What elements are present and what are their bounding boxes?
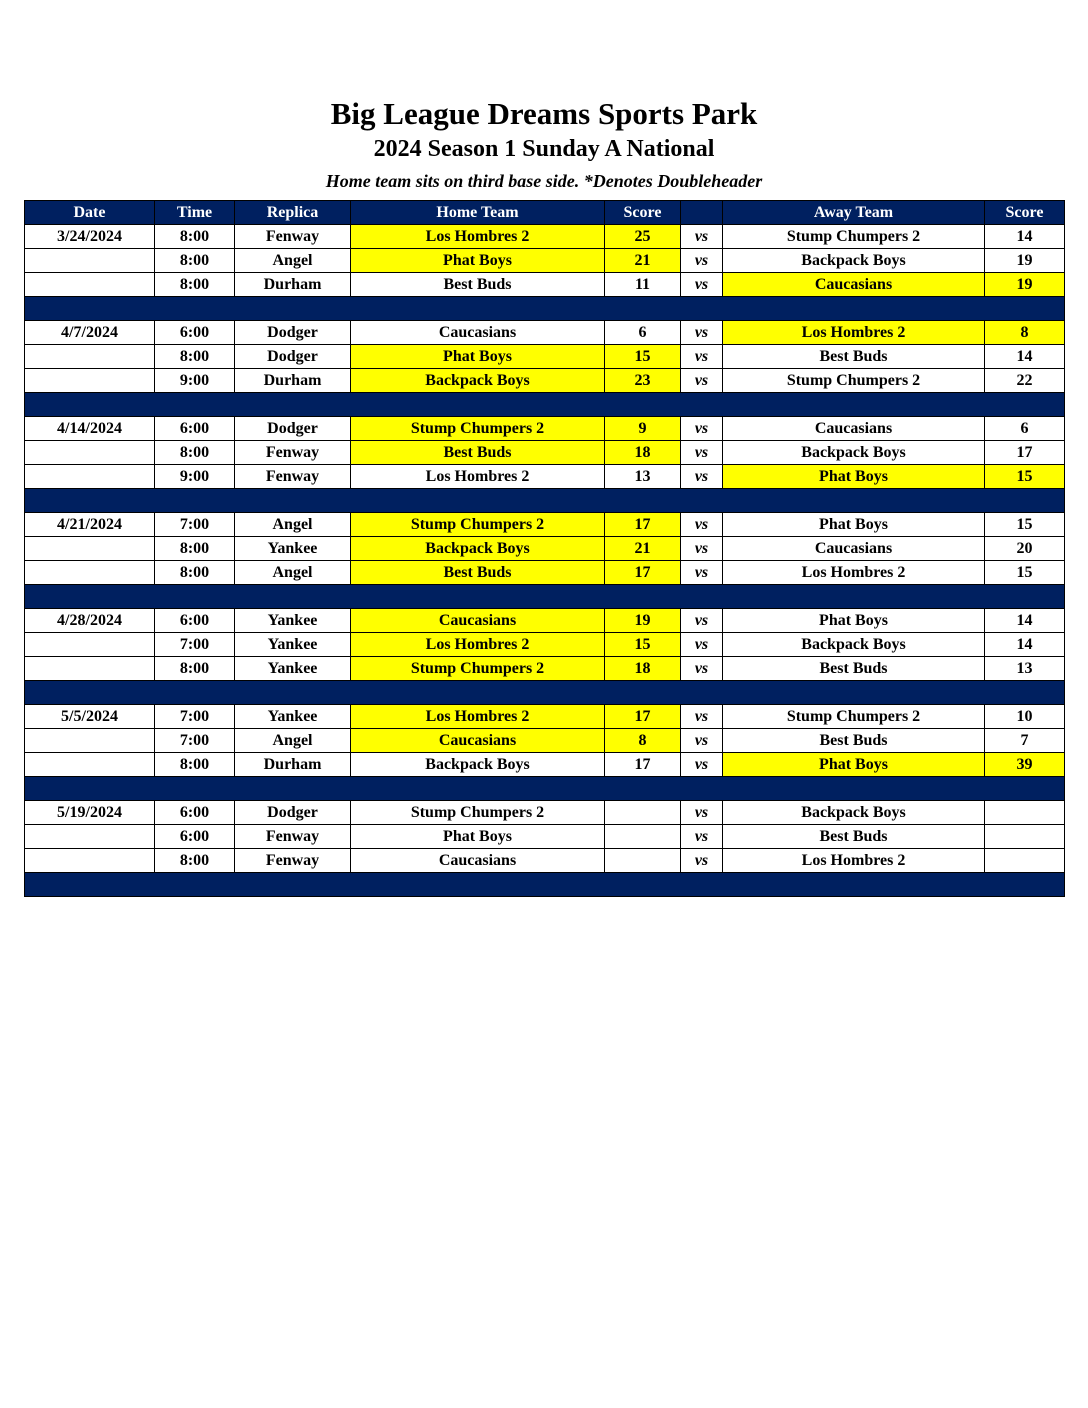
- away-score-cell: 10: [985, 705, 1065, 729]
- home-score-cell: 17: [605, 513, 681, 537]
- vs-cell: vs: [681, 513, 723, 537]
- home-team-cell: Stump Chumpers 2: [351, 417, 605, 441]
- separator-bar: [25, 873, 1065, 897]
- away-score-cell: 7: [985, 729, 1065, 753]
- home-team-cell: Backpack Boys: [351, 369, 605, 393]
- home-score-cell: [605, 849, 681, 873]
- away-team-cell: Backpack Boys: [723, 249, 985, 273]
- column-header-replica: Replica: [235, 201, 351, 225]
- home-team-cell: Los Hombres 2: [351, 225, 605, 249]
- time-cell: 6:00: [155, 321, 235, 345]
- away-score-cell: 14: [985, 633, 1065, 657]
- away-score-cell: 20: [985, 537, 1065, 561]
- away-score-cell: [985, 825, 1065, 849]
- vs-cell: vs: [681, 753, 723, 777]
- away-team-cell: Phat Boys: [723, 753, 985, 777]
- separator-row: [25, 297, 1065, 321]
- separator-bar: [25, 489, 1065, 513]
- date-cell: 3/24/2024: [25, 225, 155, 249]
- home-score-cell: 23: [605, 369, 681, 393]
- game-row: [25, 729, 1065, 753]
- time-cell: 8:00: [155, 657, 235, 681]
- replica-cell: Angel: [235, 561, 351, 585]
- date-cell: 4/7/2024: [25, 321, 155, 345]
- vs-cell: vs: [681, 537, 723, 561]
- time-cell: 9:00: [155, 465, 235, 489]
- away-team-cell: Stump Chumpers 2: [723, 705, 985, 729]
- separator-row: [25, 393, 1065, 417]
- away-score-cell: 22: [985, 369, 1065, 393]
- game-row: [25, 345, 1065, 369]
- home-team-cell: Caucasians: [351, 849, 605, 873]
- date-cell: 4/21/2024: [25, 513, 155, 537]
- away-score-cell: 17: [985, 441, 1065, 465]
- home-team-cell: Caucasians: [351, 609, 605, 633]
- vs-cell: vs: [681, 345, 723, 369]
- time-cell: 6:00: [155, 609, 235, 633]
- away-team-cell: Phat Boys: [723, 465, 985, 489]
- column-header-vs: [681, 201, 723, 225]
- game-row: [25, 561, 1065, 585]
- away-score-cell: 39: [985, 753, 1065, 777]
- date-cell: [25, 825, 155, 849]
- time-cell: 6:00: [155, 825, 235, 849]
- home-team-cell: Los Hombres 2: [351, 705, 605, 729]
- away-team-cell: Phat Boys: [723, 513, 985, 537]
- home-score-cell: 9: [605, 417, 681, 441]
- home-team-cell: Phat Boys: [351, 345, 605, 369]
- home-score-cell: [605, 801, 681, 825]
- time-cell: 8:00: [155, 753, 235, 777]
- date-cell: [25, 537, 155, 561]
- separator-bar: [25, 777, 1065, 801]
- page-subtitle: 2024 Season 1 Sunday A National: [373, 136, 715, 162]
- vs-cell: vs: [681, 225, 723, 249]
- game-row: [25, 513, 1065, 537]
- away-score-cell: 15: [985, 513, 1065, 537]
- game-row: [25, 633, 1065, 657]
- away-score-cell: 15: [985, 465, 1065, 489]
- date-cell: [25, 249, 155, 273]
- vs-cell: vs: [681, 657, 723, 681]
- vs-cell: vs: [681, 321, 723, 345]
- column-header-home-team: Home Team: [351, 201, 605, 225]
- replica-cell: Yankee: [235, 657, 351, 681]
- date-cell: [25, 753, 155, 777]
- replica-cell: Angel: [235, 513, 351, 537]
- page-title: Big League Dreams Sports Park: [330, 96, 758, 131]
- game-row: [25, 657, 1065, 681]
- away-team-cell: Backpack Boys: [723, 801, 985, 825]
- home-team-cell: Los Hombres 2: [351, 465, 605, 489]
- home-team-cell: Stump Chumpers 2: [351, 657, 605, 681]
- home-score-cell: 25: [605, 225, 681, 249]
- home-team-cell: Phat Boys: [351, 825, 605, 849]
- date-cell: 4/14/2024: [25, 417, 155, 441]
- home-team-cell: Best Buds: [351, 561, 605, 585]
- game-row: [25, 849, 1065, 873]
- column-header-away-score: Score: [985, 201, 1065, 225]
- separator-bar: [25, 297, 1065, 321]
- date-cell: [25, 273, 155, 297]
- vs-cell: vs: [681, 729, 723, 753]
- replica-cell: Dodger: [235, 417, 351, 441]
- away-score-cell: 19: [985, 249, 1065, 273]
- separator-row: [25, 873, 1065, 897]
- time-cell: 8:00: [155, 225, 235, 249]
- home-score-cell: 11: [605, 273, 681, 297]
- game-row: [25, 273, 1065, 297]
- home-team-cell: Phat Boys: [351, 249, 605, 273]
- replica-cell: Angel: [235, 729, 351, 753]
- replica-cell: Yankee: [235, 537, 351, 561]
- away-score-cell: [985, 849, 1065, 873]
- home-score-cell: 18: [605, 657, 681, 681]
- column-header-home-score: Score: [605, 201, 681, 225]
- away-team-cell: Stump Chumpers 2: [723, 369, 985, 393]
- away-team-cell: Phat Boys: [723, 609, 985, 633]
- replica-cell: Fenway: [235, 225, 351, 249]
- home-team-cell: Caucasians: [351, 321, 605, 345]
- home-team-cell: Caucasians: [351, 729, 605, 753]
- replica-cell: Dodger: [235, 345, 351, 369]
- home-score-cell: 21: [605, 249, 681, 273]
- date-cell: [25, 369, 155, 393]
- game-row: [25, 441, 1065, 465]
- away-team-cell: Best Buds: [723, 345, 985, 369]
- home-team-cell: Backpack Boys: [351, 537, 605, 561]
- column-header-time: Time: [155, 201, 235, 225]
- replica-cell: Yankee: [235, 705, 351, 729]
- vs-cell: vs: [681, 609, 723, 633]
- vs-cell: vs: [681, 441, 723, 465]
- game-row: [25, 801, 1065, 825]
- home-score-cell: 17: [605, 705, 681, 729]
- date-cell: [25, 561, 155, 585]
- date-cell: [25, 849, 155, 873]
- date-cell: [25, 345, 155, 369]
- away-team-cell: Los Hombres 2: [723, 849, 985, 873]
- replica-cell: Yankee: [235, 609, 351, 633]
- replica-cell: Angel: [235, 249, 351, 273]
- time-cell: 8:00: [155, 537, 235, 561]
- home-score-cell: [605, 825, 681, 849]
- away-score-cell: 15: [985, 561, 1065, 585]
- home-score-cell: 6: [605, 321, 681, 345]
- date-cell: [25, 441, 155, 465]
- vs-cell: vs: [681, 249, 723, 273]
- away-team-cell: Los Hombres 2: [723, 321, 985, 345]
- home-team-cell: Backpack Boys: [351, 753, 605, 777]
- replica-cell: Dodger: [235, 801, 351, 825]
- time-cell: 6:00: [155, 801, 235, 825]
- replica-cell: Dodger: [235, 321, 351, 345]
- away-score-cell: 8: [985, 321, 1065, 345]
- column-header-away-team: Away Team: [723, 201, 985, 225]
- away-team-cell: Backpack Boys: [723, 441, 985, 465]
- time-cell: 8:00: [155, 345, 235, 369]
- time-cell: 8:00: [155, 273, 235, 297]
- away-team-cell: Backpack Boys: [723, 633, 985, 657]
- away-team-cell: Caucasians: [723, 537, 985, 561]
- replica-cell: Durham: [235, 369, 351, 393]
- away-team-cell: Caucasians: [723, 273, 985, 297]
- vs-cell: vs: [681, 561, 723, 585]
- time-cell: 7:00: [155, 729, 235, 753]
- time-cell: 8:00: [155, 561, 235, 585]
- away-score-cell: 14: [985, 225, 1065, 249]
- away-team-cell: Best Buds: [723, 729, 985, 753]
- home-score-cell: 18: [605, 441, 681, 465]
- vs-cell: vs: [681, 825, 723, 849]
- vs-cell: vs: [681, 369, 723, 393]
- time-cell: 6:00: [155, 417, 235, 441]
- replica-cell: Durham: [235, 753, 351, 777]
- away-team-cell: Best Buds: [723, 657, 985, 681]
- separator-row: [25, 585, 1065, 609]
- date-cell: [25, 633, 155, 657]
- vs-cell: vs: [681, 705, 723, 729]
- game-row: [25, 825, 1065, 849]
- away-team-cell: Best Buds: [723, 825, 985, 849]
- home-score-cell: 8: [605, 729, 681, 753]
- schedule-table: [24, 200, 1065, 897]
- home-score-cell: 17: [605, 561, 681, 585]
- replica-cell: Fenway: [235, 465, 351, 489]
- separator-bar: [25, 585, 1065, 609]
- game-row: [25, 225, 1065, 249]
- separator-bar: [25, 393, 1065, 417]
- game-row: [25, 321, 1065, 345]
- separator-row: [25, 681, 1065, 705]
- replica-cell: Durham: [235, 273, 351, 297]
- replica-cell: Fenway: [235, 825, 351, 849]
- replica-cell: Yankee: [235, 633, 351, 657]
- replica-cell: Fenway: [235, 441, 351, 465]
- away-score-cell: 6: [985, 417, 1065, 441]
- vs-cell: vs: [681, 849, 723, 873]
- time-cell: 7:00: [155, 513, 235, 537]
- vs-cell: vs: [681, 801, 723, 825]
- away-team-cell: Los Hombres 2: [723, 561, 985, 585]
- game-row: [25, 417, 1065, 441]
- away-score-cell: [985, 801, 1065, 825]
- away-score-cell: 14: [985, 609, 1065, 633]
- date-cell: 4/28/2024: [25, 609, 155, 633]
- home-score-cell: 13: [605, 465, 681, 489]
- date-cell: [25, 465, 155, 489]
- date-cell: 5/5/2024: [25, 705, 155, 729]
- home-team-cell: Stump Chumpers 2: [351, 801, 605, 825]
- game-row: [25, 465, 1065, 489]
- separator-row: [25, 777, 1065, 801]
- away-score-cell: 13: [985, 657, 1065, 681]
- home-score-cell: 19: [605, 609, 681, 633]
- time-cell: 7:00: [155, 633, 235, 657]
- replica-cell: Fenway: [235, 849, 351, 873]
- away-score-cell: 14: [985, 345, 1065, 369]
- home-score-cell: 15: [605, 633, 681, 657]
- time-cell: 8:00: [155, 441, 235, 465]
- date-cell: [25, 657, 155, 681]
- game-row: [25, 705, 1065, 729]
- separator-bar: [25, 681, 1065, 705]
- date-cell: 5/19/2024: [25, 801, 155, 825]
- home-team-cell: Los Hombres 2: [351, 633, 605, 657]
- home-team-cell: Stump Chumpers 2: [351, 513, 605, 537]
- game-row: [25, 609, 1065, 633]
- time-cell: 8:00: [155, 249, 235, 273]
- date-cell: [25, 729, 155, 753]
- home-score-cell: 21: [605, 537, 681, 561]
- time-cell: 9:00: [155, 369, 235, 393]
- home-team-cell: Best Buds: [351, 273, 605, 297]
- game-row: [25, 249, 1065, 273]
- home-score-cell: 17: [605, 753, 681, 777]
- page-note: Home team sits on third base side. *Denotes Doubleheader: [325, 171, 763, 191]
- home-score-cell: 15: [605, 345, 681, 369]
- vs-cell: vs: [681, 465, 723, 489]
- away-score-cell: 19: [985, 273, 1065, 297]
- game-row: [25, 537, 1065, 561]
- vs-cell: vs: [681, 273, 723, 297]
- vs-cell: vs: [681, 417, 723, 441]
- vs-cell: vs: [681, 633, 723, 657]
- game-row: [25, 369, 1065, 393]
- time-cell: 7:00: [155, 705, 235, 729]
- time-cell: 8:00: [155, 849, 235, 873]
- column-header-date: Date: [25, 201, 155, 225]
- table-header-row: [25, 201, 1065, 225]
- away-team-cell: Caucasians: [723, 417, 985, 441]
- away-team-cell: Stump Chumpers 2: [723, 225, 985, 249]
- home-team-cell: Best Buds: [351, 441, 605, 465]
- separator-row: [25, 489, 1065, 513]
- game-row: [25, 753, 1065, 777]
